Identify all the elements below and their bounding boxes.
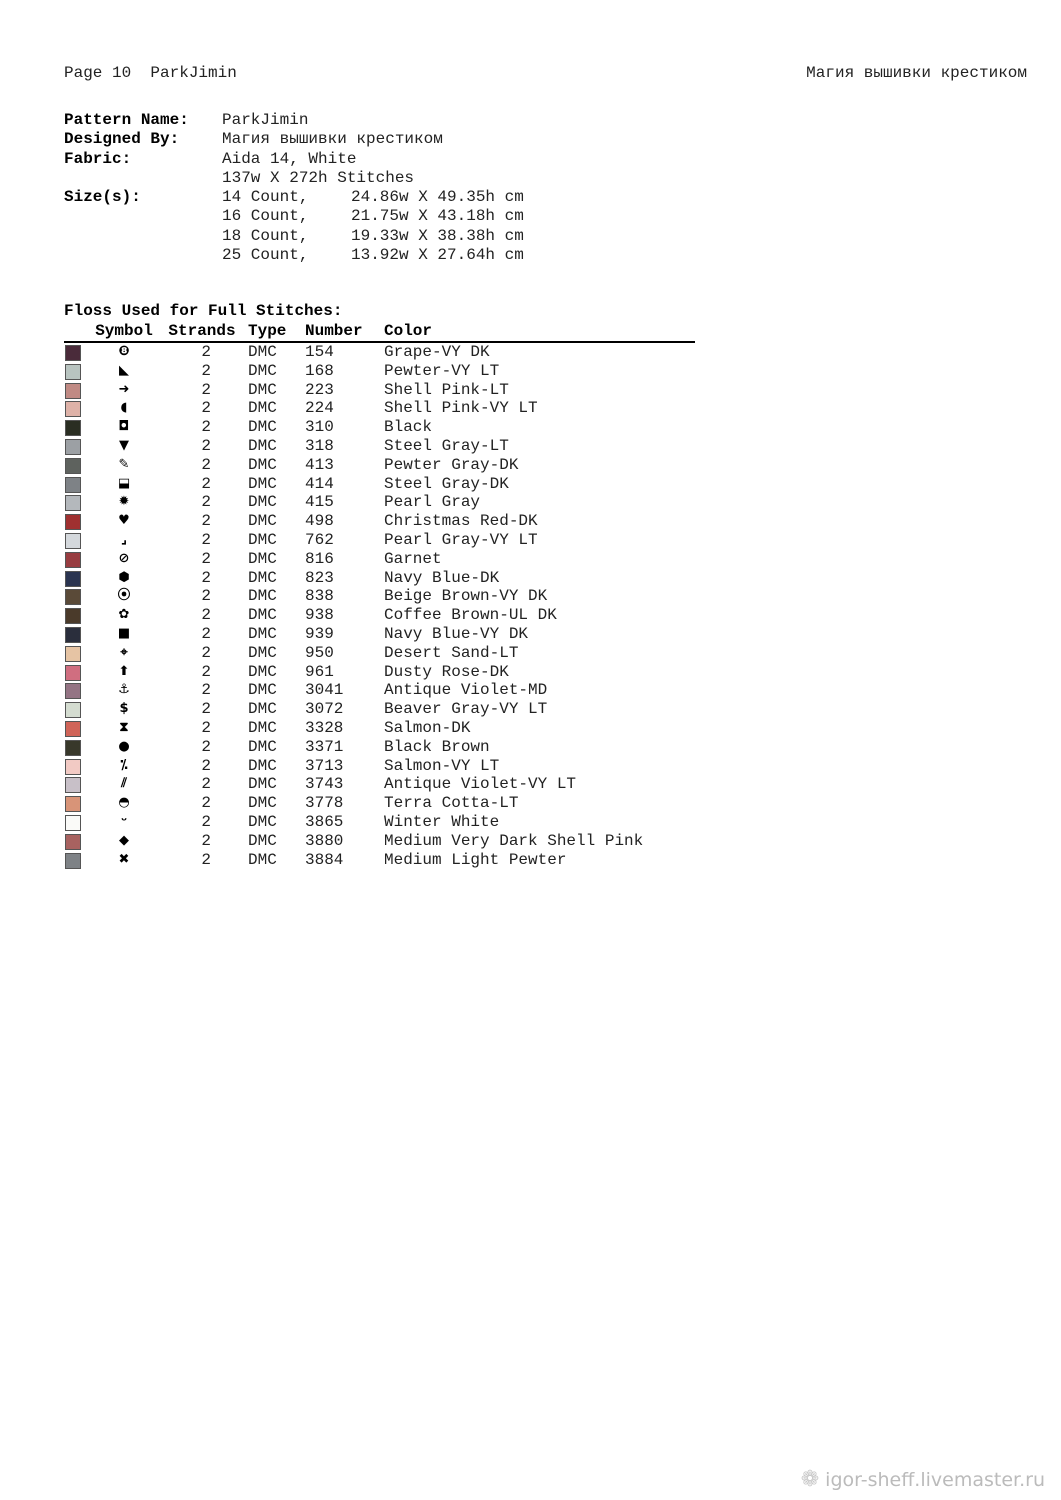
pattern-name-value: ParkJimin [222, 111, 309, 129]
floss-row [64, 775, 695, 794]
number-cell: 498 [305, 512, 334, 531]
floss-row [64, 437, 695, 456]
floss-row [64, 663, 695, 682]
stitch-symbol-icon: ◆ [119, 832, 129, 848]
page-number: Page 10 [64, 64, 132, 82]
watermark [801, 1467, 1045, 1492]
strands-cell: 2 [201, 737, 211, 756]
type-cell: DMC [248, 737, 277, 756]
type-cell: DMC [248, 361, 277, 380]
size-count: 25 Count, [222, 246, 309, 265]
color-swatch [65, 796, 81, 812]
floss-row [64, 362, 695, 381]
color-swatch [65, 853, 81, 869]
color-name-cell: Medium Very Dark Shell Pink [384, 831, 644, 850]
color-swatch [65, 345, 81, 361]
number-cell: 413 [305, 455, 334, 474]
stitch-symbol-icon: $ [119, 701, 129, 717]
type-cell: DMC [248, 530, 277, 549]
type-cell: DMC [248, 681, 277, 700]
swatch-cell [64, 550, 92, 569]
stitch-symbol-icon: ✖ [118, 851, 130, 867]
color-swatch [65, 514, 81, 530]
swatch-cell [64, 625, 92, 644]
type-cell: DMC [248, 624, 277, 643]
stitch-symbol-icon: ᵕ [120, 813, 128, 829]
floss-row [64, 587, 695, 606]
swatch-cell [64, 700, 92, 719]
strands-cell: 2 [201, 662, 211, 681]
type-cell: DMC [248, 606, 277, 625]
strands-cell: 2 [201, 606, 211, 625]
strands-cell: 2 [201, 681, 211, 700]
size-row [64, 246, 524, 265]
floss-row [64, 700, 695, 719]
color-swatch [65, 364, 81, 380]
color-swatch [65, 627, 81, 643]
color-name-cell: Beaver Gray-VY LT [384, 700, 548, 719]
color-name-cell: Winter White [384, 812, 500, 831]
strands-cell: 2 [201, 718, 211, 737]
type-cell: DMC [248, 436, 277, 455]
number-cell: 823 [305, 568, 334, 587]
number-cell: 3072 [305, 700, 344, 719]
floss-row [64, 569, 695, 588]
color-swatch [65, 702, 81, 718]
gear-flower-icon: ❁ [800, 1467, 820, 1492]
strands-cell: 2 [201, 812, 211, 831]
floss-row [64, 343, 695, 362]
type-cell: DMC [248, 662, 277, 681]
swatch-cell [64, 437, 92, 456]
type-cell: DMC [248, 831, 277, 850]
swatch-cell [64, 418, 92, 437]
type-cell: DMC [248, 643, 277, 662]
floss-row [64, 681, 695, 700]
floss-row [64, 381, 695, 400]
color-swatch [65, 759, 81, 775]
number-cell: 223 [305, 380, 334, 399]
size-dims: 13.92w X 27.64h cm [351, 246, 524, 265]
stitch-symbol-icon: ⚓ [118, 682, 130, 698]
color-swatch [65, 683, 81, 699]
number-cell: 3865 [305, 812, 344, 831]
color-name-cell: Beige Brown-VY DK [384, 587, 548, 606]
strands-cell: 2 [201, 493, 211, 512]
stitch-symbol-icon: ⫽ [121, 776, 127, 792]
number-cell: 3884 [305, 850, 344, 869]
stitch-symbol-icon: ⧗ [119, 719, 129, 735]
stitch-symbol-icon: ◓ [118, 795, 130, 811]
color-name-cell: Medium Light Pewter [384, 850, 567, 869]
stitch-symbol-icon: ◖ [120, 400, 128, 416]
col-strands: Strands [168, 322, 236, 340]
type-cell: DMC [248, 775, 277, 794]
number-cell: 3371 [305, 737, 344, 756]
type-cell: DMC [248, 455, 277, 474]
color-name-cell: Navy Blue-VY DK [384, 624, 529, 643]
color-swatch [65, 589, 81, 605]
color-name-cell: Garnet [384, 549, 442, 568]
stitch-symbol-icon: ■ [117, 625, 131, 641]
sizes-label: Size(s): [64, 188, 141, 207]
strands-cell: 2 [201, 549, 211, 568]
type-cell: DMC [248, 756, 277, 775]
color-swatch [65, 495, 81, 511]
color-name-cell: Desert Sand-LT [384, 643, 519, 662]
page-header-left [64, 64, 237, 82]
header-site-name: Магия вышивки крестиком [806, 64, 1027, 82]
number-cell: 415 [305, 493, 334, 512]
size-dims: 21.75w X 43.18h cm [351, 207, 524, 226]
floss-row [64, 794, 695, 813]
type-cell: DMC [248, 587, 277, 606]
number-cell: 154 [305, 343, 334, 361]
number-cell: 3743 [305, 775, 344, 794]
floss-table-body [64, 343, 695, 869]
floss-title: Floss Used for Full Stitches: [64, 302, 343, 320]
floss-table [64, 322, 695, 869]
type-cell: DMC [248, 794, 277, 813]
color-swatch [65, 439, 81, 455]
strands-cell: 2 [201, 380, 211, 399]
swatch-cell [64, 757, 92, 776]
number-cell: 838 [305, 587, 334, 606]
strands-cell: 2 [201, 361, 211, 380]
floss-row [64, 399, 695, 418]
stitch-symbol-icon: ⌖ [120, 644, 128, 660]
stitch-symbol-icon: ✎ [118, 456, 130, 472]
stitch-symbol-icon: ⦿ [117, 588, 131, 604]
type-cell: DMC [248, 493, 277, 512]
color-swatch [65, 533, 81, 549]
fabric-row [64, 150, 524, 169]
stitch-symbol-icon: ● [118, 738, 130, 754]
watermark-text: igor-sheff.livemaster.ru [825, 1468, 1045, 1491]
color-swatch [65, 721, 81, 737]
color-name-cell: Antique Violet-MD [384, 681, 548, 700]
strands-cell: 2 [201, 756, 211, 775]
floss-row [64, 644, 695, 663]
size-count: 14 Count, [222, 188, 309, 207]
stitch-symbol-icon: ◘ [118, 419, 130, 435]
swatch-cell [64, 681, 92, 700]
swatch-cell [64, 851, 92, 870]
pattern-name-row [64, 111, 524, 130]
floss-row [64, 719, 695, 738]
strands-cell: 2 [201, 530, 211, 549]
swatch-cell [64, 381, 92, 400]
floss-row [64, 550, 695, 569]
color-name-cell: Coffee Brown-UL DK [384, 606, 557, 625]
swatch-cell [64, 456, 92, 475]
color-swatch [65, 834, 81, 850]
number-cell: 3041 [305, 681, 344, 700]
col-color: Color [384, 322, 433, 340]
color-name-cell: Shell Pink-LT [384, 380, 509, 399]
size-dims: 19.33w X 38.38h cm [351, 226, 524, 245]
number-cell: 318 [305, 436, 334, 455]
color-name-cell: Steel Gray-LT [384, 436, 509, 455]
stitch-symbol-icon: ⌟ [120, 531, 128, 547]
floss-row [64, 475, 695, 494]
number-cell: 939 [305, 624, 334, 643]
strands-cell: 2 [201, 850, 211, 869]
strands-cell: 2 [201, 831, 211, 850]
floss-row [64, 456, 695, 475]
floss-row [64, 512, 695, 531]
swatch-cell [64, 587, 92, 606]
number-cell: 938 [305, 606, 334, 625]
strands-cell: 2 [201, 775, 211, 794]
color-swatch [65, 420, 81, 436]
stitch-symbol-icon: ◣ [119, 362, 129, 378]
number-cell: 3880 [305, 831, 344, 850]
floss-row [64, 832, 695, 851]
floss-table-header [64, 322, 695, 343]
swatch-cell [64, 475, 92, 494]
type-cell: DMC [248, 418, 277, 437]
floss-row [64, 606, 695, 625]
color-name-cell: Christmas Red-DK [384, 512, 538, 531]
swatch-cell [64, 813, 92, 832]
size-dims: 24.86w X 49.35h cm [351, 188, 524, 207]
floss-row [64, 757, 695, 776]
floss-row [64, 418, 695, 437]
color-name-cell: Salmon-VY LT [384, 756, 500, 775]
type-cell: DMC [248, 850, 277, 869]
color-name-cell: Shell Pink-VY LT [384, 399, 538, 418]
number-cell: 3778 [305, 794, 344, 813]
type-cell: DMC [248, 512, 277, 531]
type-cell: DMC [248, 700, 277, 719]
number-cell: 3328 [305, 718, 344, 737]
floss-row [64, 813, 695, 832]
type-cell: DMC [248, 718, 277, 737]
pattern-name-label: Pattern Name: [64, 111, 189, 129]
swatch-cell [64, 362, 92, 381]
color-name-cell: Terra Cotta-LT [384, 794, 519, 813]
type-cell: DMC [248, 568, 277, 587]
strands-cell: 2 [201, 455, 211, 474]
stitch-symbol-icon: ⊘ [118, 550, 130, 566]
color-swatch [65, 665, 81, 681]
color-name-cell: Navy Blue-DK [384, 568, 500, 587]
stitch-symbol-icon: ⬆ [118, 663, 130, 679]
number-cell: 816 [305, 549, 334, 568]
number-cell: 950 [305, 643, 334, 662]
color-name-cell: Grape-VY DK [384, 343, 490, 361]
number-cell: 3713 [305, 756, 344, 775]
stitches-row [64, 169, 524, 188]
stitch-symbol-icon: ✹ [118, 494, 130, 510]
strands-cell: 2 [201, 568, 211, 587]
number-cell: 414 [305, 474, 334, 493]
size-count: 16 Count, [222, 207, 309, 226]
strands-cell: 2 [201, 512, 211, 531]
type-cell: DMC [248, 812, 277, 831]
swatch-cell [64, 644, 92, 663]
swatch-cell [64, 719, 92, 738]
strands-cell: 2 [201, 794, 211, 813]
floss-row [64, 738, 695, 757]
stitch-symbol-icon: ✿ [118, 607, 130, 623]
color-swatch [65, 552, 81, 568]
color-swatch [65, 383, 81, 399]
size-row [64, 207, 524, 226]
number-cell: 224 [305, 399, 334, 418]
color-swatch [65, 646, 81, 662]
strands-cell: 2 [201, 436, 211, 455]
strands-cell: 2 [201, 700, 211, 719]
swatch-cell [64, 775, 92, 794]
color-name-cell: Steel Gray-DK [384, 474, 509, 493]
color-name-cell: Black [384, 418, 433, 437]
swatch-cell [64, 399, 92, 418]
color-swatch [65, 777, 81, 793]
fabric-value: Aida 14, White [222, 149, 357, 168]
size-row [64, 227, 524, 246]
swatch-cell [64, 569, 92, 588]
number-cell: 961 [305, 662, 334, 681]
swatch-cell [64, 512, 92, 531]
designed-by-value: Магия вышивки крестиком [222, 130, 443, 149]
stitch-symbol-icon: ⁒ [120, 757, 128, 773]
strands-cell: 2 [201, 474, 211, 493]
color-swatch [65, 458, 81, 474]
size-count: 18 Count, [222, 226, 309, 245]
color-swatch [65, 740, 81, 756]
strands-cell: 2 [201, 343, 211, 361]
col-symbol: Symbol [95, 322, 153, 340]
swatch-cell [64, 738, 92, 757]
type-cell: DMC [248, 474, 277, 493]
strands-cell: 2 [201, 399, 211, 418]
color-name-cell: Dusty Rose-DK [384, 662, 509, 681]
swatch-cell [64, 493, 92, 512]
color-name-cell: Antique Violet-VY LT [384, 775, 577, 794]
color-swatch [65, 815, 81, 831]
strands-cell: 2 [201, 418, 211, 437]
col-number: Number [305, 322, 363, 340]
floss-row [64, 531, 695, 550]
swatch-cell [64, 531, 92, 550]
swatch-cell [64, 343, 92, 362]
number-cell: 762 [305, 530, 334, 549]
type-cell: DMC [248, 549, 277, 568]
type-cell: DMC [248, 399, 277, 418]
stitch-symbol-icon: ♥ [118, 513, 130, 529]
color-name-cell: Pearl Gray [384, 493, 481, 512]
color-swatch [65, 401, 81, 417]
floss-row [64, 493, 695, 512]
strands-cell: 2 [201, 643, 211, 662]
swatch-cell [64, 663, 92, 682]
swatch-cell [64, 606, 92, 625]
floss-row [64, 625, 695, 644]
color-name-cell: Pearl Gray-VY LT [384, 530, 538, 549]
designed-by-row [64, 130, 524, 149]
size-row [64, 188, 524, 207]
fabric-label: Fabric: [64, 149, 132, 168]
floss-row [64, 851, 695, 870]
color-name-cell: Black Brown [384, 737, 490, 756]
pattern-info [64, 111, 524, 265]
stitch-symbol-icon: ⬓ [117, 475, 131, 491]
swatch-cell [64, 832, 92, 851]
stitch-symbol-icon: ➜ [118, 381, 130, 397]
designed-by-label: Designed By: [64, 130, 180, 149]
stitch-symbol-icon: ⬢ [118, 569, 130, 585]
strands-cell: 2 [201, 624, 211, 643]
stitches-value: 137w X 272h Stitches [222, 168, 415, 187]
color-swatch [65, 608, 81, 624]
type-cell: DMC [248, 380, 277, 399]
strands-cell: 2 [201, 587, 211, 606]
color-swatch [65, 477, 81, 493]
type-cell: DMC [248, 343, 277, 361]
stitch-symbol-icon: ▼ [119, 437, 129, 453]
number-cell: 168 [305, 361, 334, 380]
color-swatch [65, 571, 81, 587]
color-name-cell: Salmon-DK [384, 718, 471, 737]
color-name-cell: Pewter Gray-DK [384, 455, 519, 474]
header-pattern-name: ParkJimin [150, 64, 237, 82]
number-cell: 310 [305, 418, 334, 437]
stitch-symbol-icon: ❽ [118, 344, 130, 359]
swatch-cell [64, 794, 92, 813]
col-type: Type [248, 322, 287, 340]
color-name-cell: Pewter-VY LT [384, 361, 500, 380]
